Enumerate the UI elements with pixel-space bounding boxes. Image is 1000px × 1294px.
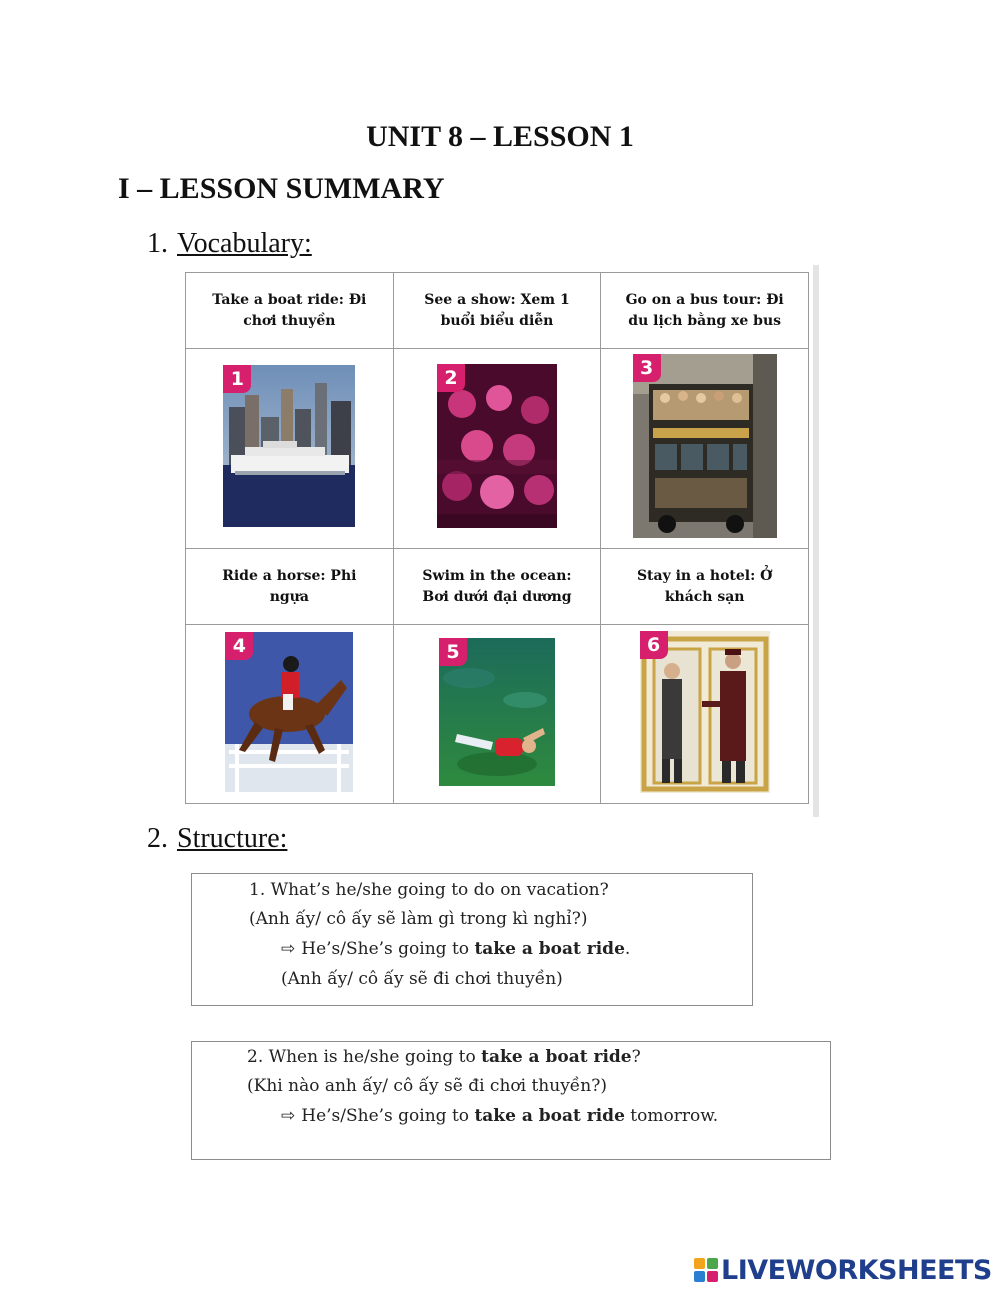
vocab-label-cell bbox=[393, 273, 601, 349]
structure-answer bbox=[281, 1106, 718, 1126]
structure-box-1 bbox=[191, 873, 753, 1006]
photo-number-badge: 4 bbox=[225, 632, 253, 660]
vocab-picture-cell bbox=[186, 625, 394, 804]
structure-question: 1. What’s he/she going to do on vacation? bbox=[249, 880, 609, 900]
structure-answer-translation: (Anh ấy/ cô ấy sẽ đi chơi thuyền) bbox=[281, 969, 563, 989]
vocab-label: See a show: Xem 1 buổi biểu diễn bbox=[424, 291, 570, 329]
question-bold: take a boat ride bbox=[481, 1047, 632, 1067]
picture-row bbox=[186, 349, 809, 549]
structure-number: 2. bbox=[147, 823, 168, 854]
photo-number-badge: 6 bbox=[640, 631, 668, 659]
vocab-label-cell bbox=[601, 273, 809, 349]
right-arrow-icon: ⇨ bbox=[281, 1106, 296, 1126]
vocab-label: Take a boat ride: Đi chơi thuyền bbox=[212, 291, 367, 329]
right-arrow-icon: ⇨ bbox=[281, 939, 296, 959]
structure-translation: (Anh ấy/ cô ấy sẽ làm gì trong kì nghỉ?) bbox=[249, 909, 588, 929]
logo-square bbox=[707, 1258, 718, 1269]
section-heading: I – LESSON SUMMARY bbox=[118, 172, 445, 205]
label-row bbox=[186, 549, 809, 625]
boat-ride-photo bbox=[223, 365, 355, 527]
answer-suffix: tomorrow. bbox=[624, 1106, 719, 1126]
vocabulary-heading-text: Vocabulary: bbox=[177, 228, 312, 259]
logo-square bbox=[694, 1271, 705, 1282]
structure-heading-text: Structure: bbox=[177, 823, 288, 854]
structure-question bbox=[247, 1047, 641, 1067]
logo-text: LIVEWORKSHEETS bbox=[721, 1254, 992, 1286]
vocab-picture-cell bbox=[393, 349, 601, 549]
vocab-label: Swim in the ocean: Bơi dưới đại dương bbox=[422, 567, 572, 605]
answer-bold: take a boat ride bbox=[474, 939, 625, 959]
photo-number-badge: 5 bbox=[439, 638, 467, 666]
structure-answer bbox=[281, 939, 630, 959]
horse-riding-photo bbox=[225, 632, 353, 792]
vocab-label-cell bbox=[393, 549, 601, 625]
show-audience-photo bbox=[437, 364, 557, 528]
label-row bbox=[186, 273, 809, 349]
vocabulary-table bbox=[185, 272, 809, 804]
vocab-label-cell bbox=[186, 273, 394, 349]
photo-number-badge: 3 bbox=[633, 354, 661, 382]
answer-bold: take a boat ride bbox=[474, 1106, 625, 1126]
vocab-picture-cell bbox=[393, 625, 601, 804]
bus-tour-photo bbox=[633, 354, 777, 538]
photo-number-badge: 1 bbox=[223, 365, 251, 393]
vocab-label: Go on a bus tour: Đi du lịch bằng xe bus bbox=[625, 291, 784, 329]
ocean-swimming-photo bbox=[439, 638, 555, 786]
logo-square bbox=[694, 1258, 705, 1269]
vocabulary-number: 1. bbox=[147, 228, 168, 259]
table-shadow bbox=[813, 265, 819, 817]
vocab-picture-cell bbox=[601, 349, 809, 549]
page-title: UNIT 8 – LESSON 1 bbox=[366, 120, 634, 153]
vocab-label-cell bbox=[186, 549, 394, 625]
vocabulary-table-wrap bbox=[185, 272, 809, 803]
answer-prefix: He’s/She’s going to bbox=[301, 1106, 475, 1126]
vocab-label: Ride a horse: Phi ngựa bbox=[222, 567, 357, 605]
vocabulary-heading bbox=[147, 228, 312, 260]
structure-box-2 bbox=[191, 1041, 831, 1160]
picture-row bbox=[186, 625, 809, 804]
logo-mark-icon bbox=[694, 1258, 718, 1282]
question-suffix: ? bbox=[631, 1047, 641, 1067]
structure-translation: (Khi nào anh ấy/ cô ấy sẽ đi chơi thuyền?) bbox=[247, 1076, 607, 1096]
structure-heading bbox=[147, 823, 287, 855]
question-prefix: 2. When is he/she going to bbox=[247, 1047, 482, 1067]
hotel-doorman-photo bbox=[640, 631, 770, 793]
liveworksheets-logo[interactable] bbox=[694, 1254, 992, 1286]
vocab-picture-cell bbox=[601, 625, 809, 804]
photo-number-badge: 2 bbox=[437, 364, 465, 392]
vocab-label: Stay in a hotel: Ở khách sạn bbox=[636, 567, 773, 605]
vocab-label-cell bbox=[601, 549, 809, 625]
answer-suffix: . bbox=[624, 939, 631, 959]
vocab-picture-cell bbox=[186, 349, 394, 549]
logo-square bbox=[707, 1271, 718, 1282]
answer-prefix: He’s/She’s going to bbox=[301, 939, 475, 959]
